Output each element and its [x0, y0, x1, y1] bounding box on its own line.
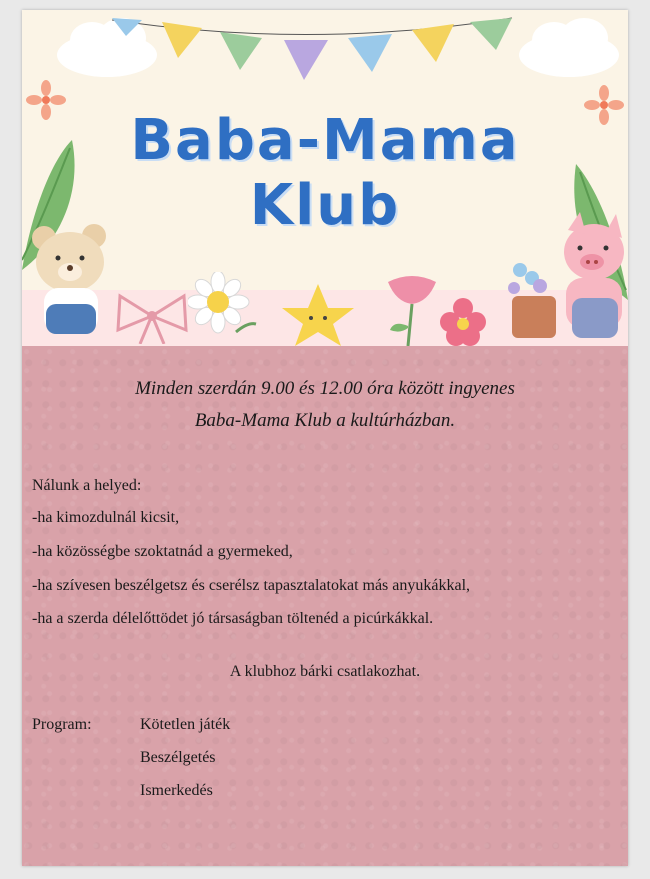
- daisy-icon: [188, 272, 258, 346]
- title-line-1: Baba-Mama: [130, 108, 520, 173]
- teddy-bear-icon: [24, 220, 120, 340]
- reason-item: -ha szívesen beszélgetsz és cserélsz tapasztalatokat más anyukákkal,: [32, 577, 471, 594]
- content-area: [22, 346, 628, 866]
- title-line-2: Klub: [249, 173, 401, 238]
- header-illustration: [22, 10, 628, 346]
- cloud-icon: [514, 10, 624, 80]
- bow-icon: [114, 290, 190, 344]
- program-item: Ismerkedés: [140, 782, 213, 799]
- intro-line-2: Baba-Mama Klub a kultúrházban.: [194, 410, 456, 431]
- program-item: Beszélgetés: [140, 749, 216, 766]
- open-note: A klubhoz bárki csatlakozhat.: [229, 663, 421, 680]
- bunting-flags: [102, 10, 522, 90]
- reason-item: -ha kimozdulnál kicsit,: [32, 509, 180, 526]
- reasons-heading: Nálunk a helyed:: [32, 477, 142, 494]
- reason-item: -ha közösségbe szoktatnád a gyermeked,: [32, 543, 293, 560]
- program-label: Program:: [32, 716, 92, 733]
- program-item: Kötetlen játék: [140, 716, 231, 733]
- pig-icon: [496, 212, 628, 346]
- reason-item: -ha a szerda délelőttödet jó társaságban töltenéd a picúrkákkal.: [32, 610, 434, 627]
- flyer-page: [22, 10, 628, 866]
- star-icon: [278, 282, 358, 346]
- intro-line-1: Minden szerdán 9.00 és 12.00 óra között ingyenes: [135, 378, 515, 399]
- flower-icon: [436, 296, 490, 346]
